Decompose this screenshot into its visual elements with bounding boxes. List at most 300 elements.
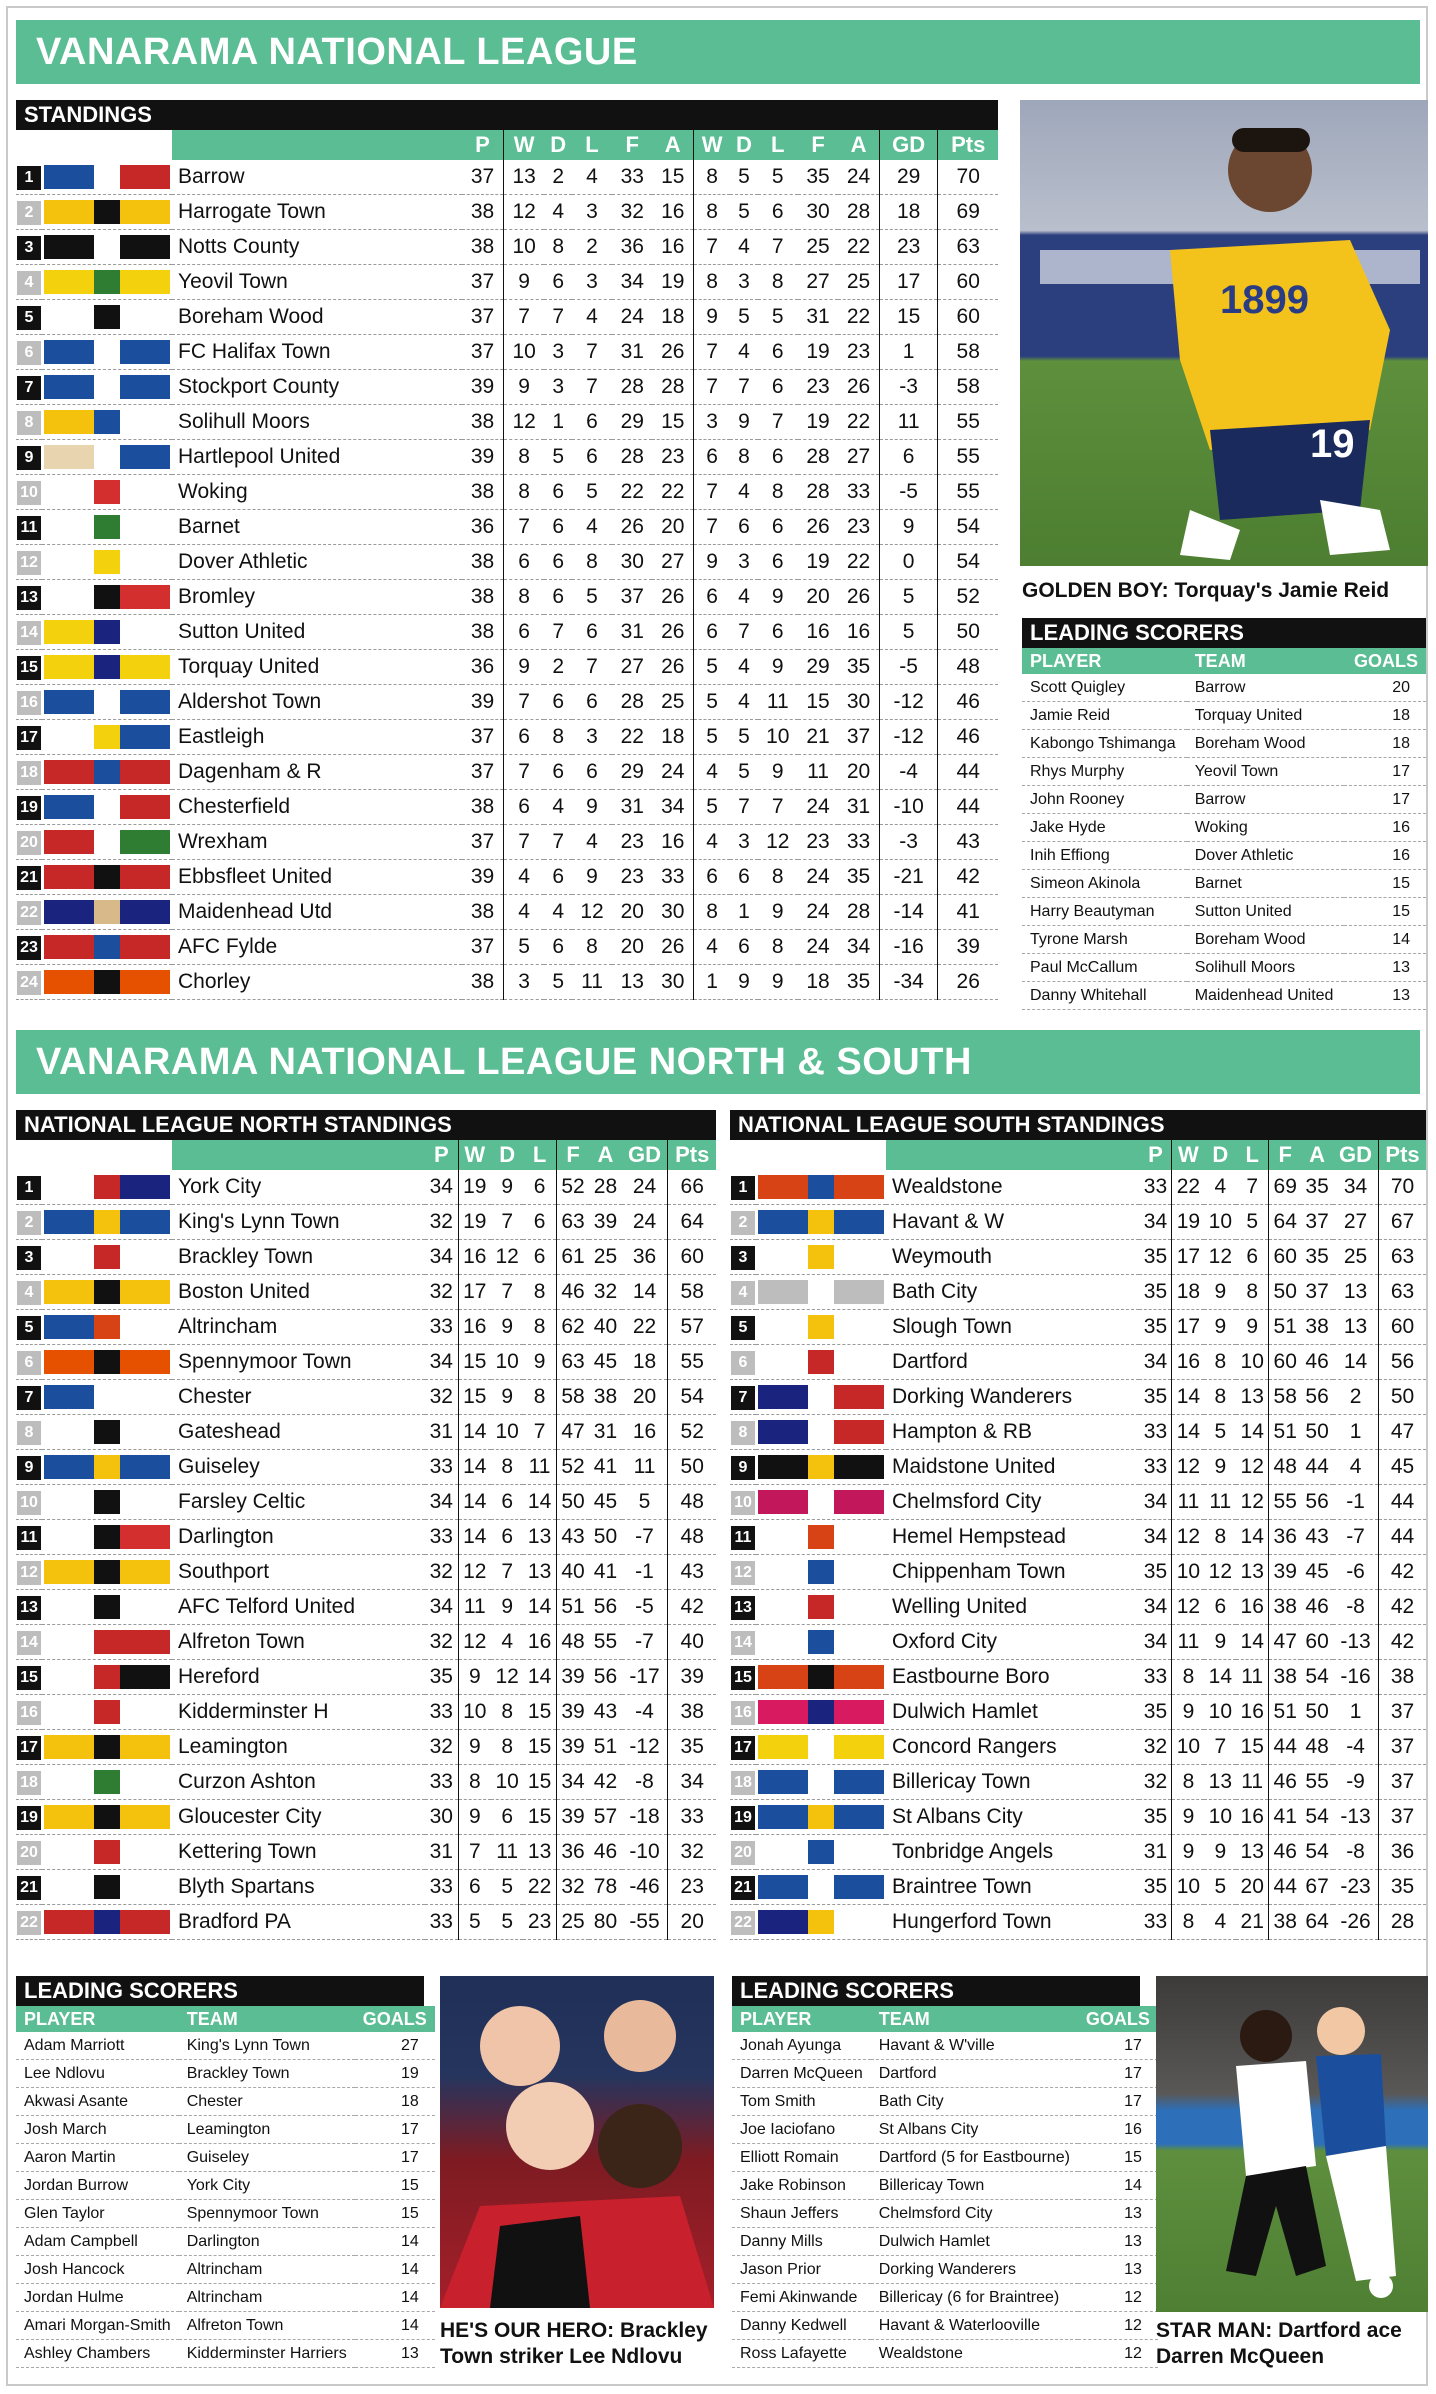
stat-cell: 7	[544, 300, 571, 335]
table-row	[730, 1835, 1426, 1870]
table-row	[16, 580, 998, 615]
scorer-player: Adam Marriott	[16, 2032, 179, 2060]
scorer-team: Torquay United	[1187, 702, 1345, 730]
club-crest-icon	[758, 1245, 884, 1269]
crest-cell	[42, 650, 172, 685]
stat-cell: 12	[572, 895, 612, 930]
stat-cell: 26	[838, 580, 879, 615]
position-cell	[16, 475, 42, 510]
stat-cell: 9	[730, 965, 757, 1000]
scorer-goals: 18	[355, 2088, 435, 2116]
scorer-player: Jason Prior	[732, 2256, 871, 2284]
stat-cell: 64	[1269, 1205, 1301, 1240]
crest-cell	[42, 1520, 172, 1555]
stat-cell: 35	[425, 1660, 458, 1695]
scorer-goals: 17	[355, 2116, 435, 2144]
position-cell	[16, 1240, 42, 1275]
team-name: Billericay Town	[886, 1765, 1139, 1800]
stat-cell: 13	[1236, 1555, 1268, 1590]
position-badge: 3	[731, 1246, 755, 1270]
scorer-goals: 17	[1078, 2088, 1158, 2116]
stat-cell: 11	[491, 1835, 523, 1870]
column-header: W	[694, 130, 731, 160]
stat-cell: 9	[758, 965, 798, 1000]
stat-cell: 16	[1236, 1800, 1268, 1835]
stat-cell: 3	[730, 545, 757, 580]
stat-cell: 12	[458, 1555, 491, 1590]
position-badge: 15	[17, 1666, 41, 1690]
crest-cell	[42, 1450, 172, 1485]
stat-cell: 10	[758, 720, 798, 755]
team-name: Solihull Moors	[172, 405, 462, 440]
stat-cell: 9	[879, 510, 938, 545]
team-name: Bradford PA	[172, 1905, 425, 1940]
crest-cell	[42, 755, 172, 790]
stat-cell: 55	[938, 405, 998, 440]
stat-cell: 5	[730, 195, 757, 230]
stat-cell: 16	[652, 230, 693, 265]
scorer-team: Woking	[1187, 814, 1345, 842]
club-crest-icon	[44, 445, 170, 469]
national-standings	[16, 100, 998, 1000]
stat-cell: 8	[491, 1730, 523, 1765]
crest-cell	[756, 1520, 886, 1555]
table-row	[16, 930, 998, 965]
scorer-row	[1022, 730, 1426, 758]
stat-cell: 67	[1301, 1870, 1333, 1905]
stat-cell: 55	[668, 1345, 716, 1380]
stat-cell: 33	[425, 1870, 458, 1905]
team-name: Yeovil Town	[172, 265, 462, 300]
stat-cell: 13	[1236, 1380, 1268, 1415]
scorer-goals: 15	[1344, 898, 1426, 926]
stat-cell: 3	[572, 720, 612, 755]
stat-cell: 12	[1204, 1555, 1236, 1590]
stat-cell: 55	[1269, 1485, 1301, 1520]
stat-cell: 31	[838, 790, 879, 825]
crest-cell	[42, 790, 172, 825]
south-table	[730, 1140, 1426, 1940]
north-scorers-title: LEADING SCORERS	[16, 1976, 424, 2006]
stat-cell: 17	[1172, 1310, 1204, 1345]
stat-cell: 13	[1236, 1835, 1268, 1870]
stat-cell: 16	[652, 195, 693, 230]
position-cell	[16, 825, 42, 860]
position-badge: 2	[17, 1211, 41, 1235]
stat-cell: 36	[1379, 1835, 1426, 1870]
column-header: F	[798, 130, 838, 160]
stat-cell: 48	[668, 1520, 716, 1555]
stat-cell: 4	[572, 510, 612, 545]
stat-cell: 25	[1333, 1240, 1379, 1275]
stat-cell: 6	[758, 370, 798, 405]
stat-cell: 56	[1379, 1345, 1426, 1380]
scorer-row	[16, 2144, 435, 2172]
stat-cell: -3	[879, 825, 938, 860]
stat-cell: 38	[589, 1380, 621, 1415]
club-crest-icon	[44, 375, 170, 399]
stat-cell: 38	[462, 965, 503, 1000]
stat-cell: 6	[572, 440, 612, 475]
stat-cell: 18	[652, 300, 693, 335]
table-row	[16, 1660, 716, 1695]
stat-cell: 2	[544, 160, 571, 195]
stat-cell: 5	[544, 965, 571, 1000]
stat-cell: 9	[1204, 1835, 1236, 1870]
table-row	[730, 1205, 1426, 1240]
column-header: D	[544, 130, 571, 160]
position-badge: 10	[17, 481, 41, 505]
position-badge: 6	[17, 1351, 41, 1375]
club-crest-icon	[44, 865, 170, 889]
stat-cell: 15	[798, 685, 838, 720]
stat-cell: 16	[1172, 1345, 1204, 1380]
position-cell	[16, 580, 42, 615]
stat-cell: 44	[1301, 1450, 1333, 1485]
stat-cell: 23	[612, 860, 652, 895]
club-crest-icon	[44, 620, 170, 644]
column-header: W	[503, 130, 544, 160]
stat-cell: 46	[1301, 1345, 1333, 1380]
stat-cell: 4	[730, 580, 757, 615]
stat-cell: 5	[572, 475, 612, 510]
position-cell	[16, 1380, 42, 1415]
scorer-row	[732, 2256, 1158, 2284]
north-standings	[16, 1110, 716, 1940]
scorer-row	[16, 2312, 435, 2340]
stat-cell: 33	[425, 1765, 458, 1800]
stat-cell: 8	[523, 1380, 556, 1415]
stat-cell: 4	[503, 860, 544, 895]
position-badge: 17	[731, 1736, 755, 1760]
scorer-row	[1022, 758, 1426, 786]
team-name: Dartford	[886, 1345, 1139, 1380]
stat-cell: 11	[1204, 1485, 1236, 1520]
stat-cell: 40	[589, 1310, 621, 1345]
table-row	[16, 790, 998, 825]
stat-cell: 51	[556, 1590, 589, 1625]
stat-cell: 32	[589, 1275, 621, 1310]
position-cell	[16, 160, 42, 195]
club-crest-icon	[44, 1490, 170, 1514]
stat-cell: 11	[758, 685, 798, 720]
table-row	[730, 1625, 1426, 1660]
stat-cell: -18	[622, 1800, 668, 1835]
stat-cell: 58	[938, 370, 998, 405]
stat-cell: 37	[838, 720, 879, 755]
stat-cell: 34	[1139, 1520, 1171, 1555]
scorers-header: PLAYER	[1022, 648, 1187, 674]
header-blank	[730, 1140, 756, 1170]
team-name: Darlington	[172, 1520, 425, 1555]
stat-cell: 4	[694, 755, 731, 790]
stat-cell: 40	[556, 1555, 589, 1590]
national-scorers-title: LEADING SCORERS	[1022, 618, 1426, 648]
position-cell	[730, 1730, 756, 1765]
banner-national-league: VANARAMA NATIONAL LEAGUE	[16, 20, 1420, 84]
position-cell	[16, 1765, 42, 1800]
stat-cell: 7	[458, 1835, 491, 1870]
club-crest-icon	[44, 655, 170, 679]
position-cell	[730, 1240, 756, 1275]
scorer-goals: 17	[355, 2144, 435, 2172]
club-crest-icon	[758, 1735, 884, 1759]
crest-cell	[756, 1660, 886, 1695]
scorer-goals: 15	[1344, 870, 1426, 898]
table-row	[16, 1205, 716, 1240]
stat-cell: 38	[668, 1695, 716, 1730]
stat-cell: 8	[758, 475, 798, 510]
stat-cell: 6	[523, 1240, 556, 1275]
stat-cell: 35	[1301, 1240, 1333, 1275]
position-cell	[730, 1520, 756, 1555]
stat-cell: 3	[694, 405, 731, 440]
scorer-player: Simeon Akinola	[1022, 870, 1187, 898]
stat-cell: 3	[572, 265, 612, 300]
team-name: St Albans City	[886, 1800, 1139, 1835]
column-header: A	[838, 130, 879, 160]
team-name: Chelmsford City	[886, 1485, 1139, 1520]
column-header: P	[1139, 1140, 1171, 1170]
north-standings-title: NATIONAL LEAGUE NORTH STANDINGS	[16, 1110, 716, 1140]
crest-cell	[42, 1800, 172, 1835]
stat-cell: 22	[1172, 1170, 1204, 1205]
stat-cell: 5	[491, 1905, 523, 1940]
stat-cell: 7	[491, 1555, 523, 1590]
scorer-row	[732, 2060, 1158, 2088]
crest-cell	[42, 1660, 172, 1695]
stat-cell: 8	[523, 1310, 556, 1345]
stat-cell: 60	[1379, 1310, 1426, 1345]
stat-cell: 9	[758, 895, 798, 930]
team-name: Hungerford Town	[886, 1905, 1139, 1940]
club-crest-icon	[758, 1350, 884, 1374]
club-crest-icon	[44, 515, 170, 539]
position-cell	[730, 1590, 756, 1625]
stat-cell: 14	[622, 1275, 668, 1310]
stat-cell: 26	[838, 370, 879, 405]
club-crest-icon	[44, 550, 170, 574]
stat-cell: 12	[503, 195, 544, 230]
position-cell	[16, 895, 42, 930]
stat-cell: 12	[491, 1240, 523, 1275]
team-name: Leamington	[172, 1730, 425, 1765]
stat-cell: 31	[425, 1415, 458, 1450]
scorer-goals: 13	[1344, 954, 1426, 982]
stat-cell: 15	[652, 405, 693, 440]
club-crest-icon	[758, 1455, 884, 1479]
stat-cell: 5	[622, 1485, 668, 1520]
position-badge: 5	[17, 306, 41, 330]
scorer-row	[16, 2200, 435, 2228]
scorer-player: Josh March	[16, 2116, 179, 2144]
scorers-header: TEAM	[871, 2006, 1078, 2032]
position-cell	[16, 195, 42, 230]
scorer-goals: 17	[1078, 2032, 1158, 2060]
team-name: Braintree Town	[886, 1870, 1139, 1905]
stat-cell: 37	[1379, 1800, 1426, 1835]
stat-cell: 32	[425, 1380, 458, 1415]
scorer-row	[1022, 898, 1426, 926]
stat-cell: 6	[572, 685, 612, 720]
club-crest-icon	[44, 1315, 170, 1339]
stat-cell: 4	[572, 160, 612, 195]
scorer-player: John Rooney	[1022, 786, 1187, 814]
position-badge: 8	[731, 1421, 755, 1445]
stat-cell: 9	[694, 545, 731, 580]
stat-cell: 23	[838, 335, 879, 370]
stat-cell: 30	[425, 1800, 458, 1835]
table-row	[730, 1380, 1426, 1415]
stat-cell: 14	[1204, 1660, 1236, 1695]
team-name: Notts County	[172, 230, 462, 265]
stat-cell: 38	[462, 615, 503, 650]
stat-cell: 6	[544, 860, 571, 895]
scorer-player: Jordan Burrow	[16, 2172, 179, 2200]
scorer-player: Tom Smith	[732, 2088, 871, 2116]
stat-cell: 22	[838, 300, 879, 335]
position-cell	[730, 1695, 756, 1730]
stat-cell: 45	[589, 1345, 621, 1380]
stat-cell: 9	[458, 1730, 491, 1765]
stat-cell: 6	[544, 930, 571, 965]
column-header: Pts	[938, 130, 998, 160]
stat-cell: 8	[1172, 1765, 1204, 1800]
stat-cell: 5	[730, 720, 757, 755]
stat-cell: 39	[462, 860, 503, 895]
stat-cell: -5	[622, 1590, 668, 1625]
stat-cell: 50	[589, 1520, 621, 1555]
stat-cell: 16	[622, 1415, 668, 1450]
club-crest-icon	[758, 1770, 884, 1794]
club-crest-icon	[758, 1560, 884, 1584]
stat-cell: 4	[730, 685, 757, 720]
column-header: D	[1204, 1140, 1236, 1170]
table-row	[730, 1730, 1426, 1765]
scorer-player: Harry Beautyman	[1022, 898, 1187, 926]
position-cell	[16, 1205, 42, 1240]
stat-cell: 15	[458, 1380, 491, 1415]
stat-cell: 6	[491, 1485, 523, 1520]
club-crest-icon	[44, 760, 170, 784]
stat-cell: 36	[612, 230, 652, 265]
stat-cell: 19	[458, 1170, 491, 1205]
north-scorers-table	[16, 2006, 435, 2368]
table-row	[16, 545, 998, 580]
crest-cell	[756, 1310, 886, 1345]
position-cell	[16, 1870, 42, 1905]
stat-cell: 3	[730, 265, 757, 300]
stat-cell: -1	[1333, 1485, 1379, 1520]
stat-cell: 9	[572, 860, 612, 895]
position-cell	[16, 300, 42, 335]
team-name: Kettering Town	[172, 1835, 425, 1870]
stat-cell: -16	[1333, 1660, 1379, 1695]
crest-cell	[42, 1765, 172, 1800]
stat-cell: 54	[1301, 1800, 1333, 1835]
stat-cell: 24	[798, 930, 838, 965]
stat-cell: 16	[458, 1240, 491, 1275]
stat-cell: 10	[503, 335, 544, 370]
stat-cell: 5	[879, 580, 938, 615]
stat-cell: 58	[556, 1380, 589, 1415]
stat-cell: 22	[523, 1870, 556, 1905]
stat-cell: 31	[612, 335, 652, 370]
team-name: Dorking Wanderers	[886, 1380, 1139, 1415]
stat-cell: 14	[1236, 1415, 1268, 1450]
crest-cell	[42, 195, 172, 230]
club-crest-icon	[44, 410, 170, 434]
stat-cell: 9	[503, 265, 544, 300]
club-crest-icon	[44, 1700, 170, 1724]
stat-cell: 39	[556, 1660, 589, 1695]
stat-cell: 22	[652, 475, 693, 510]
stat-cell: 8	[544, 230, 571, 265]
stat-cell: 50	[938, 615, 998, 650]
column-header: W	[458, 1140, 491, 1170]
stat-cell: 33	[652, 860, 693, 895]
table-row	[16, 1730, 716, 1765]
stat-cell: 55	[938, 475, 998, 510]
crest-cell	[756, 1625, 886, 1660]
stat-cell: 10	[1204, 1205, 1236, 1240]
stat-cell: 16	[652, 825, 693, 860]
scorer-goals: 14	[355, 2228, 435, 2256]
stat-cell: 38	[462, 195, 503, 230]
scorer-team: Spennymoor Town	[179, 2200, 355, 2228]
stat-cell: 44	[1269, 1730, 1301, 1765]
stat-cell: 60	[1269, 1345, 1301, 1380]
position-badge: 15	[731, 1666, 755, 1690]
scorer-row	[732, 2200, 1158, 2228]
stat-cell: 15	[652, 160, 693, 195]
banner-north-south: VANARAMA NATIONAL LEAGUE NORTH & SOUTH	[16, 1030, 1420, 1094]
crest-cell	[756, 1380, 886, 1415]
stat-cell: 27	[798, 265, 838, 300]
scorer-player: Danny Mills	[732, 2228, 871, 2256]
scorer-row	[16, 2284, 435, 2312]
position-cell	[730, 1660, 756, 1695]
scorer-goals: 27	[355, 2032, 435, 2060]
scorer-team: Dartford	[871, 2060, 1078, 2088]
stat-cell: 34	[425, 1485, 458, 1520]
position-badge: 12	[17, 1561, 41, 1585]
club-crest-icon	[44, 1735, 170, 1759]
club-crest-icon	[758, 1700, 884, 1724]
stat-cell: 27	[1333, 1205, 1379, 1240]
position-badge: 21	[17, 866, 41, 890]
stat-cell: 33	[612, 160, 652, 195]
stat-cell: 5	[1204, 1415, 1236, 1450]
stat-cell: 6	[758, 615, 798, 650]
stat-cell: 7	[491, 1275, 523, 1310]
stat-cell: 6	[758, 545, 798, 580]
column-header: A	[1301, 1140, 1333, 1170]
stat-cell: 63	[556, 1345, 589, 1380]
position-badge: 15	[17, 656, 41, 680]
stat-cell: 10	[491, 1345, 523, 1380]
position-badge: 4	[17, 271, 41, 295]
stat-cell: 16	[523, 1625, 556, 1660]
team-name: Harrogate Town	[172, 195, 462, 230]
team-name: Maidenhead Utd	[172, 895, 462, 930]
club-crest-icon	[758, 1665, 884, 1689]
position-cell	[730, 1345, 756, 1380]
stat-cell: 23	[652, 440, 693, 475]
position-badge: 8	[17, 411, 41, 435]
crest-cell	[756, 1205, 886, 1240]
stat-cell: 8	[1172, 1905, 1204, 1940]
